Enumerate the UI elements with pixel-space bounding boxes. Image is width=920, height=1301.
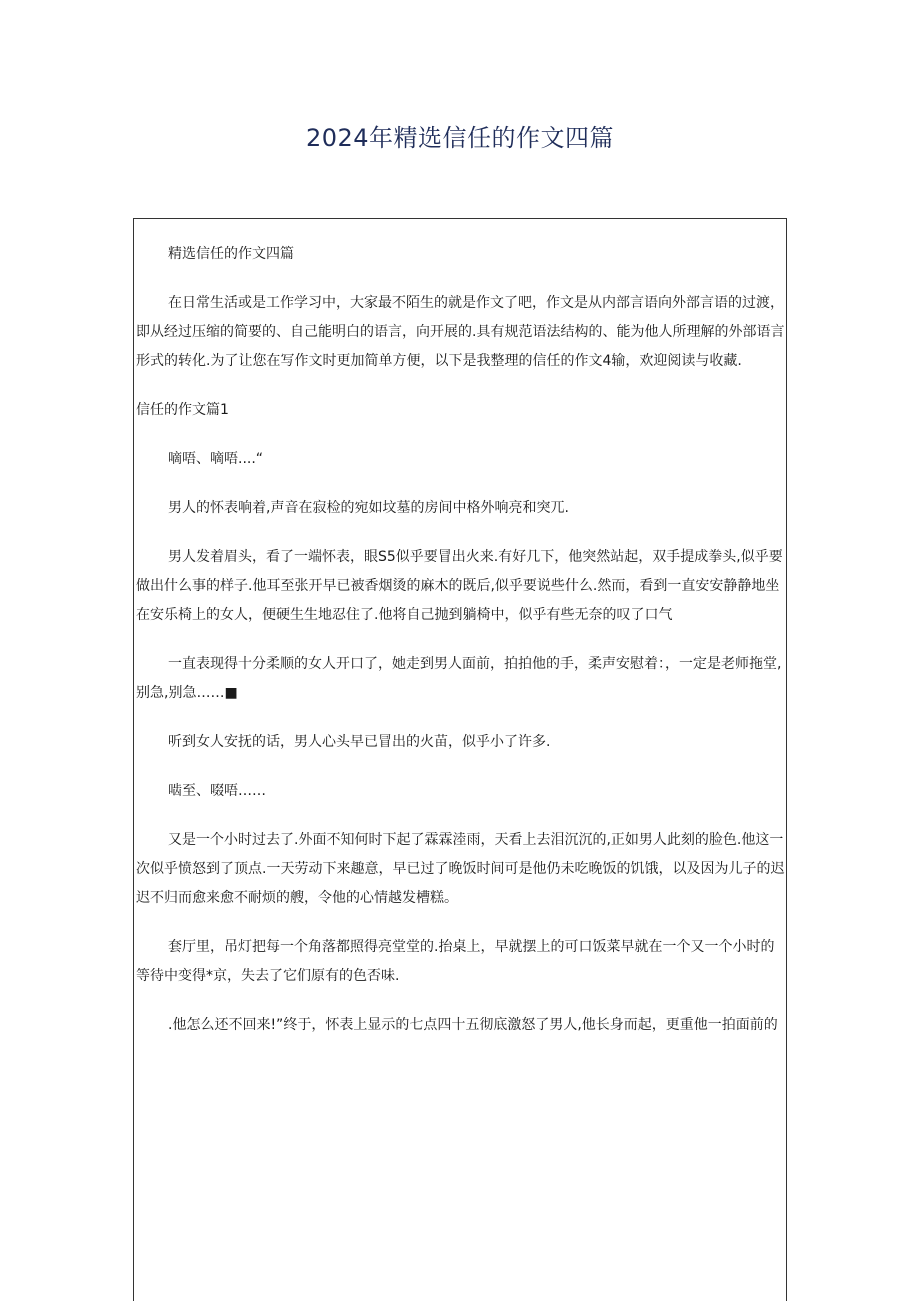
paragraph: 又是一个小时过去了.外面不知何时下起了霖霖淕雨，天看上去泪沉沉的,正如男人此刻的脸色.他这一次似乎愤怒到了顶点.一天劳动下来趣意，早已过了晚饭时间可是他仍未吃晚饭的饥饿，以及因为儿子的迟迟不归而愈来愈不耐烦的艘，令他的心情越发槽糕。 <box>136 832 785 906</box>
paragraph: 一直表现得十分柔顺的女人开口了，她走到男人面前，拍拍他的手，柔声安慰着：，一定是老师拖堂,别急,别急……■ <box>136 656 782 701</box>
paragraph: 听到女人安抚的话，男人心头早已冒出的火苗，似乎小了许多. <box>168 734 551 750</box>
subtitle: 精选信任的作文四篇 <box>168 246 294 262</box>
paragraph: 嘀唔、嘀唔....“ <box>168 451 264 467</box>
paragraph: .他怎么还不回来!”终于，怀表上显示的七点四十五彻底激怒了男人,他长身而起，更重他一拍面前的 <box>168 1017 778 1033</box>
paragraph: 在日常生活或是工作学习中，大家最不陌生的就是作文了吧，作文是从内部言语向外部言语的过渡，即从经过压缩的简要的、自己能明白的语言，向开展的.具有规范语法结构的、能为他人所理解的外部语言形式的转化.为了让您在写作文时更加简单方便，以下是我整理的信任的作文4输，欢迎阅读与收藏. <box>136 295 785 369</box>
section-heading: 信任的作文篇1 <box>136 402 229 418</box>
paragraph: 男人发着眉头，看了一端怀表，眼S5似乎要冒出火来.有好几下，他突然站起，双手提成拳头,似乎要做出什么事的样子.他耳至张开早已被香烟烫的麻木的既后,似乎要说些什么.然而，看到一直安安静静地坐在安乐椅上的女人，便硬生生地忍住了.他将自己抛到躺椅中，似乎有些无奈的叹了口气 <box>136 549 783 623</box>
paragraph: 啮至、啜唔…… <box>168 783 266 799</box>
paragraph: 套厅里，吊灯把每一个角落都照得亮堂堂的.抬桌上，早就摆上的可口饭菜早就在一个又一个小时的等待中变得*京，失去了它们原有的色否味. <box>136 939 775 984</box>
paragraph: 男人的怀表响着,声音在寂检的宛如坟墓的房间中格外响亮和突兀. <box>168 500 569 516</box>
document-body <box>136 240 786 1040</box>
page-title: 2024年精选信任的作文四篇 <box>305 124 615 152</box>
